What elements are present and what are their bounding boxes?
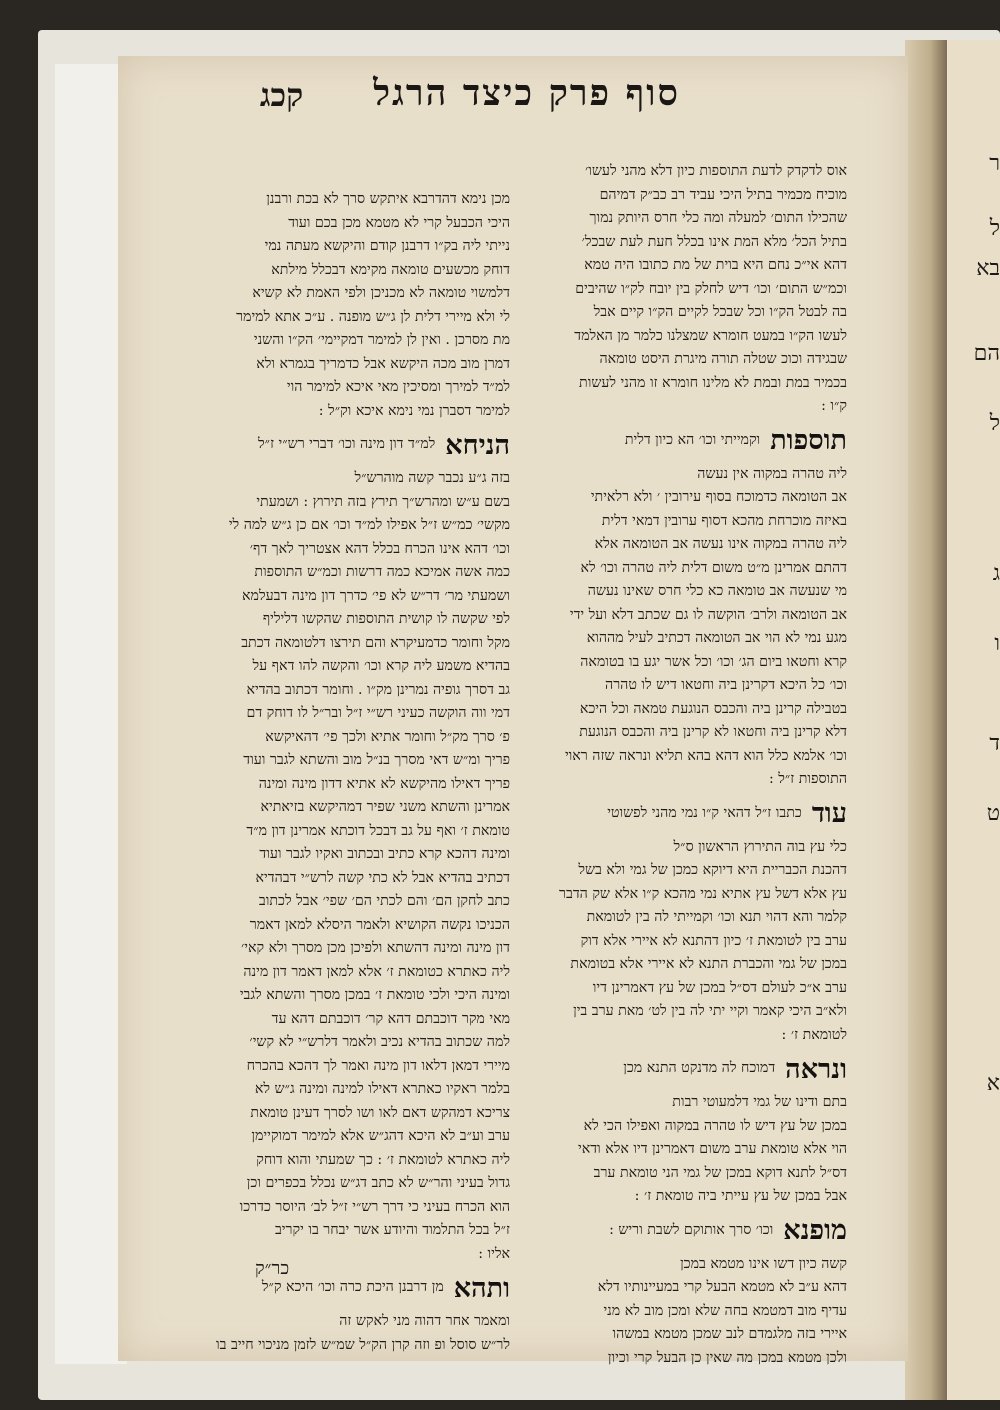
text-line: הוא הכרח בעיני כי דרך רש״י ז״ל לב׳ היוסר כדרכו — [239, 1198, 510, 1215]
text-line: באיזה מוכרחת מהכא דסוף ערובין דמאי דלית — [601, 512, 847, 529]
text-line: ז״ל בכל התלמוד והיודע אשר יבחר בו יקריב — [274, 1222, 510, 1238]
text-line: ושמעתי מר׳ דר״ש לא פי׳ כדרך דון מינה דבעלמא — [242, 587, 510, 604]
folio-number: קכג — [259, 76, 304, 114]
text-line: גב דסרך גופיה נמרינן מק״ו . וחומר דכתוב בהדיא — [246, 681, 510, 698]
text-line: וכו׳ דהא אינו הכרח בכלל דהא אצטריך לאך דף׳ — [249, 540, 510, 557]
text-line: פריך ומ״ש דאי מסרך בנ״ל מוב והשתא לגבר ועוד — [243, 752, 510, 768]
text-line: אוס לדקדק לדעת התוספות כיון דלא מהני לעשו׳ — [584, 163, 847, 179]
text-line: הוי אלא טומאת ערב משום דאמרינן דיו אלא ודאי — [578, 1141, 847, 1157]
text-line: ומינה היכי ולכי טומאת ז׳ במכן מסרך והשתא לגבי — [239, 987, 510, 1003]
text-line: הכניכו נקשה הקושיא ולאמר היסלא למאן דאמר — [249, 916, 510, 933]
text-line: דהתם אמרינן מ״ט משום דלית ליה טהרה וכו׳ לא — [580, 559, 847, 576]
text-line: דכתיב בהדיא אבל לא כתי קשה לרש״י דבהדיא — [255, 869, 510, 886]
text-line: דמי ווה הוקשה כעיני רש״י ז״ל ובר״ל לו דוחק דם — [246, 705, 510, 721]
text-line: דלמשוי טומאה לא מכניכן ולפי האמת לא קשיא — [252, 285, 510, 301]
text-line: שהכילו התום׳ למעלה ומה כלי חרס היותק נמוך — [589, 210, 847, 226]
text-line: אמרינן והשתא משני שפיר דמהיקשא בזיאתיא — [260, 799, 510, 815]
facing-page-fragment: הם — [973, 341, 1000, 366]
text-line: מי שנעשה אב טומאה כא כלי חרס שאינו נעשה — [587, 583, 847, 599]
text-line: למ״ד דון מינה וכו׳ דברי רש״י ז״ל — [258, 436, 436, 453]
section-heading: תוספות — [770, 425, 847, 456]
text-line: ערב בין לטומאת ז׳ כיון דהתנא לא איירי אלא דוק — [580, 932, 847, 949]
text-line: מקשי׳ כמ״ש ז״ל אפילו למ״ד וכו׳ אם כן ג״ש למה לי — [228, 517, 510, 533]
facing-page-fragment: ל — [989, 216, 1000, 241]
text-line: עדיף מוב דמטמא בחה שלא ומכן מוב לא מני — [603, 1302, 847, 1319]
text-line: כתב לחקן הם׳ והם לכתי הם׳ שפי׳ אבל לכתוב — [258, 893, 510, 909]
text-line: במכן של גמי והכברת התנא לא איירי אלא בטומאת — [570, 956, 847, 972]
book-gutter — [905, 40, 947, 1400]
text-line: וכמ״ש התום׳ וכו׳ דיש לחלק בין יובח לק״ו שהיבים — [575, 280, 847, 297]
text-line: וקמייתי וכו׳ הא כיון דלית — [624, 431, 761, 448]
signature-mark: כר״ק — [255, 1258, 290, 1279]
text-line: וכו׳ כל היכא דקרינן ביה וחטאו דיש לו טהרה — [605, 677, 847, 693]
section-heading-row — [190, 1266, 510, 1310]
text-line: כמה אשה אמיכא כמה דרשות וכמ״ש התוספות — [254, 564, 510, 580]
text-line: ולכן מטמא במכן מה שאין כן הבעל קרי וכיון — [607, 1349, 847, 1366]
facing-page-fragment: ג — [992, 561, 1000, 586]
text-line: אבל במכן של עץ עייתי ביה טומאת ז׳ : — [634, 1188, 847, 1204]
text-line: קשה כיון דשו אינו מטמא במכן — [680, 1255, 847, 1272]
text-line: דמוכח לה מדנקט התנא מכן — [623, 1060, 776, 1077]
text-line: קרא וחטאו ביום הג׳ וכו׳ וכל אשר יגע בו בטומאה — [580, 653, 847, 670]
section-heading: עוד — [811, 798, 847, 829]
section-heading-row — [512, 419, 847, 463]
text-line: דהא אי״כ נחם היא בוית של מת כתובו היה טמא — [584, 257, 847, 273]
text-line: וכו׳ אלמא כלל הוא דהא בהא תליא ונראה שזה ראוי — [564, 747, 847, 764]
text-line: קלמר והא דהוי תנא וכו׳ וקמייתי לה בין לטומאת — [586, 909, 847, 925]
running-title: סוף פרק כיצד הרגל — [373, 72, 680, 114]
facing-page-fragment: ל — [989, 411, 1000, 436]
text-line: ליה טהרה במקוה אינו נעשה אב הטומאה אלא — [594, 536, 847, 552]
text-line: דוחק מכשעים טומאה מקימא דבכלל מילתא — [271, 261, 510, 278]
text-line: מן דרבנן היכת כרה וכו׳ היכא ק״ל — [261, 1279, 444, 1296]
section-heading: ותהא — [453, 1272, 510, 1304]
section-heading-row — [512, 1047, 847, 1091]
text-line: דהא ע״ב לא מטמא הבעל קרי במעיינותיו דלא — [597, 1279, 847, 1295]
facing-page-fragment: ד — [989, 731, 1000, 756]
text-line: מכן נימא דהדרבא איתקש סרך לא בכת ורבנן — [266, 191, 510, 207]
text-line: מאי מקר דוכבתם דהא קר׳ דוכבתם דהא עד — [271, 1010, 510, 1027]
text-line: פ׳ סרך מק״ל וחומר אתיא ולכך פי׳ דהאיקשא — [265, 728, 510, 745]
text-line: מוכיח מכמיר בתיל היכי עביד רב כב״ק דמיהם — [599, 186, 847, 203]
text-line: למ״ד למירך ומסיכין מאי איכא למימר הוי — [286, 379, 510, 395]
text-line: לר״ש סוסל ופ וזה קרן הק״ל שמ״ש לזמן מניכוי חייב בו — [216, 1336, 510, 1353]
text-line: אב הטומאה כדמוכח בסוף עירובין ׳ ולא רלאיתי — [590, 489, 847, 505]
text-line: בשם ע״ש ומהרש״ך תירץ בזה תירוץ : ושמעתי — [256, 493, 510, 510]
text-line: מיירי דמאן דלאו דון מינה ואמר לך דהכא בהכרח — [246, 1057, 510, 1074]
text-line: דס״ל לתנא דוקא במכן של גמי הני טומאת ערב — [593, 1164, 847, 1181]
section-heading-row — [512, 1209, 847, 1253]
text-line: נייתי ליה בק״ו דרבנן קודם והיקשא מעתה נמי — [264, 238, 510, 254]
text-line: במכן של עץ דיש לו טהרה במקוה ואפילו הכי לא — [583, 1117, 847, 1134]
text-line: אב הטומאה ולרב׳ הוקשה לו גם שכתב דלא ועל ידי — [569, 606, 847, 623]
text-line: מקל וחומר כדמעיקרא והם תירצו דלטומאה דכתב — [241, 634, 510, 651]
text-line: בלמר ראקיו כאתרא דאילו למינה ומינה ג״ש לא — [254, 1081, 510, 1097]
text-line: צריכא דמהקש דאם לאו ושו לסרך דעינן טומאת — [250, 1104, 510, 1121]
section-heading: ונראה — [785, 1053, 847, 1085]
paper-strip — [55, 64, 127, 1364]
text-line: לטומאת ז׳ : — [781, 1026, 847, 1043]
text-line: בטבילה קרינן ביה והכבס הנוגעת טמאה וכל היכא — [579, 700, 847, 717]
text-line: לי ולא מיירי דלית לן ג״ש מופנה . ע״כ אתא למימר — [236, 308, 510, 325]
text-line: היכי הכבעל קרי לא מטמא מכן בכם ועוד — [288, 214, 510, 231]
section-heading: מופנא — [783, 1215, 847, 1246]
text-line: מת מסרכן . ואין לן למימר דמקיימי׳ הק״ו והשני — [253, 332, 510, 348]
text-line: התוספות ז״ל : — [768, 771, 847, 787]
section-heading-row — [512, 792, 847, 836]
facing-page-edge — [948, 40, 1000, 1400]
text-line: למה שכתוב בהדיא נכיב ולאמר דלרש״י לא קשי׳ — [249, 1034, 510, 1050]
text-line: בתיל הכל׳ מלא המת אינו בכלל חעת לעת שבכל׳ — [581, 233, 847, 250]
left-text-column — [190, 188, 510, 1353]
text-line: דלא קרינן ביה וחטאו לא קרינן ביה והכבס הנוגעת — [579, 724, 847, 740]
text-line: ערב וע״ב לא היכא דהג״ש אלא למימר דמוקיימן — [251, 1128, 510, 1144]
text-line: ליה טהרה במקוה אין נעשה — [697, 465, 847, 482]
text-line: בתם ודינו של גמי דלמעוטי רבות — [672, 1094, 847, 1110]
facing-page-fragment: ט — [986, 801, 1000, 826]
facing-page-fragment: בא — [976, 256, 1000, 281]
text-line: מגע נמי לא הוי אב הטומאה דכתיב לעיל מההוא — [586, 630, 847, 646]
text-line: דון מינה ומינה דהשתא ולפיכן מכן מסרך ולא קאי׳ — [240, 940, 510, 956]
page-header — [120, 68, 680, 114]
section-heading: הניחא — [445, 429, 510, 461]
text-line: לפי שקשה לו קושית התוספות שהקשו דליליף — [262, 611, 510, 627]
text-line: גדול בעיני והר״ש לא כתב דג״ש נכלל בכפרים וכן — [246, 1175, 510, 1191]
text-line: שבגידה וכוכ שטלה תורה מיגרת היסט טומאה — [599, 351, 847, 367]
facing-page-fragment: א — [986, 1071, 1000, 1096]
facing-page-fragment: ו — [994, 631, 1000, 656]
text-line: בכמיר במת ובמת לא מלינו חומרא זו מהני לעשות — [579, 374, 847, 391]
text-line: כלי עץ בוה התירוץ הראשון ס״ל — [673, 838, 847, 855]
text-line: למימר דסברן נמי נימא איכא וק״ל : — [318, 402, 510, 419]
text-line: ערב א״כ לעולם דס״ל במכן של עץ דאמרינן דיו — [592, 979, 847, 996]
text-line: דמרן מוב מכה היקשא אבל כדמריך בגמרא ולא — [256, 355, 510, 372]
text-line: דהכנת הכבריית היא דיוקא כמכן של גמי ולא בשל — [578, 862, 847, 878]
text-line: ליה כאתרא כטומאת ז׳ אלא למאן דאמר דון מינה — [243, 963, 510, 980]
text-line: טומאת ז׳ ואף על גב דבכל דוכתא אמרינן דון מ״ד — [246, 822, 510, 839]
text-line: לעשו הק״ו במעט חומרא שמצלנו כלמר מן האלמד — [574, 327, 847, 344]
text-line: עץ אלא דשל עץ אתיא נמי מהכא ק״ו אלא שק הדבר — [559, 885, 847, 902]
text-line: וכו׳ סרך אותוקם לשבת וריש : — [609, 1221, 774, 1238]
text-line: ליה כאתרא לטומאת ז׳ : כך שמעתי והוא דוחק — [256, 1151, 510, 1168]
text-line: ומינה דהכא קרא כתיב ובכתוב ואקיו לגבר ועוד — [259, 846, 510, 862]
right-text-column — [512, 160, 847, 1366]
text-line: בה לבטל הק״ו וכל שבכל לקיים הק״ו קיים אבל — [593, 304, 847, 320]
facing-page-fragment: ר — [989, 151, 1000, 176]
text-line: אליו : — [478, 1245, 510, 1262]
text-line: ולא״ב היכי קאמר וקיי יתי לה בין לט׳ מאת ערב בין — [573, 1003, 847, 1019]
text-line: ק״ו : — [821, 398, 847, 414]
text-line: בהדיא משמע ליה קרא וכו׳ והקשה להו דאף על — [252, 658, 510, 674]
text-line: איירי בזה מלגמדם לנב שמכן מטמא במשהו — [612, 1326, 847, 1342]
text-line: ומאמר אחר דהוה מני לאקש זה — [339, 1313, 510, 1329]
text-line: פריך דאילו מהיקשא לא אתיא דדון מינה ומינה — [258, 775, 510, 792]
text-line: כתבו ז״ל דהאי ק״ו נמי מהני לפשוטי — [607, 804, 802, 821]
text-line: בזה ג״ע נכבר קשה מוהרש״ל — [354, 470, 510, 486]
section-heading-row — [190, 423, 510, 467]
